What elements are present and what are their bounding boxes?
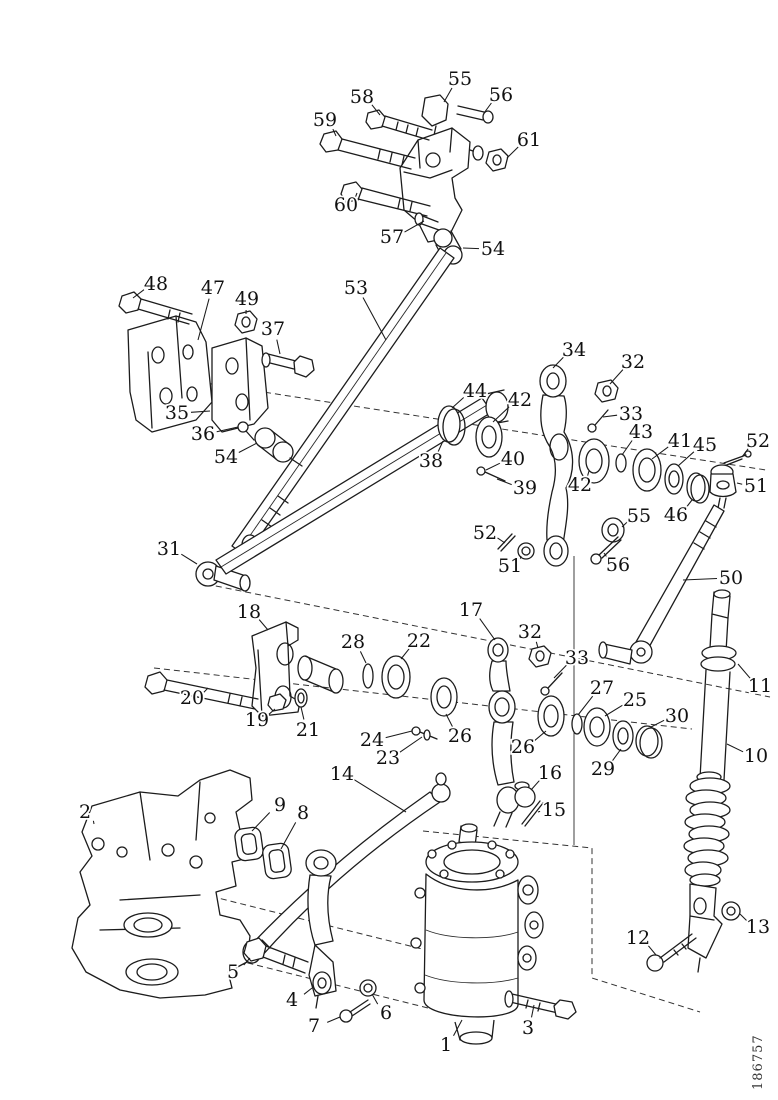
leader-line-14: [354, 780, 406, 812]
callout-4: 4: [285, 989, 299, 1011]
leader-line-10: [727, 744, 743, 752]
support-casting: [72, 770, 292, 998]
callout-13: 13: [745, 916, 771, 938]
callout-30: 30: [664, 705, 690, 727]
leader-line-40: [486, 463, 500, 470]
leader-line-7: [327, 1017, 340, 1022]
callout-61: 61: [516, 129, 542, 151]
callout-10: 10: [743, 745, 769, 767]
callout-17: 17: [458, 599, 484, 621]
callout-56: 56: [488, 84, 514, 106]
callout-25: 25: [622, 689, 648, 711]
callout-58: 58: [349, 86, 375, 108]
leader-line-4: [304, 988, 312, 994]
callout-60: 60: [333, 194, 359, 216]
callout-11: 11: [747, 675, 773, 697]
callout-40: 40: [500, 448, 526, 470]
callout-14: 14: [329, 763, 355, 785]
callout-2: 2: [78, 801, 92, 823]
leader-line-39: [497, 479, 512, 485]
callout-51: 51: [497, 555, 523, 577]
leader-line-9: [252, 813, 270, 832]
callout-28: 28: [340, 631, 366, 653]
callout-15: 15: [541, 799, 567, 821]
callout-33: 33: [618, 403, 644, 425]
callout-26: 26: [447, 725, 473, 747]
callout-1: 1: [439, 1034, 453, 1056]
callout-56: 56: [605, 554, 631, 576]
callout-7: 7: [307, 1015, 321, 1037]
leader-line-33: [603, 415, 617, 417]
callout-47: 47: [200, 277, 226, 299]
callout-19: 19: [244, 709, 270, 731]
callout-5: 5: [226, 961, 240, 983]
leader-line-8: [281, 822, 296, 849]
leader-line-21: [301, 707, 304, 720]
callout-52: 52: [472, 522, 498, 544]
leader-line-55: [444, 88, 452, 102]
leader-line-2: [93, 821, 94, 824]
callout-52: 52: [745, 430, 771, 452]
callout-57: 57: [379, 226, 405, 248]
callout-44: 44: [462, 380, 488, 402]
callout-42: 42: [567, 474, 593, 496]
callout-35: 35: [164, 402, 190, 424]
steering-column: [647, 590, 740, 972]
leader-line-51: [737, 483, 742, 484]
leader-line-17: [480, 619, 495, 640]
lower-drag-link: [591, 505, 724, 664]
callout-49: 49: [234, 288, 260, 310]
callout-37: 37: [260, 318, 286, 340]
callout-42: 42: [507, 389, 533, 411]
callout-32: 32: [517, 621, 543, 643]
callout-9: 9: [273, 794, 287, 816]
callout-39: 39: [512, 477, 538, 499]
callout-46: 46: [663, 504, 689, 526]
callout-16: 16: [537, 762, 563, 784]
callout-29: 29: [590, 758, 616, 780]
callout-55: 55: [626, 505, 652, 527]
leader-line-54: [463, 248, 479, 249]
callout-48: 48: [143, 273, 169, 295]
callout-20: 20: [179, 687, 205, 709]
callout-54: 54: [480, 238, 506, 260]
callout-31: 31: [156, 538, 182, 560]
callout-53: 53: [343, 277, 369, 299]
callout-32: 32: [620, 351, 646, 373]
callout-26: 26: [510, 736, 536, 758]
callout-3: 3: [521, 1017, 535, 1039]
callout-50: 50: [718, 567, 744, 589]
leader-line-15: [538, 811, 540, 812]
callout-18: 18: [236, 601, 262, 623]
callout-12: 12: [625, 927, 651, 949]
callout-45: 45: [692, 434, 718, 456]
callout-51: 51: [743, 475, 769, 497]
top-mount-assembly: [320, 95, 508, 264]
leader-line-31: [181, 554, 197, 564]
callout-23: 23: [375, 747, 401, 769]
callout-21: 21: [295, 719, 321, 741]
callout-6: 6: [379, 1002, 393, 1024]
leader-line-53: [363, 298, 386, 341]
callout-54: 54: [213, 446, 239, 468]
leader-line-24: [386, 731, 412, 738]
leader-line-47: [198, 299, 209, 340]
leader-line-52: [498, 538, 506, 543]
callout-59: 59: [312, 109, 338, 131]
leader-line-23: [400, 737, 422, 752]
callout-55: 55: [447, 68, 473, 90]
callout-38: 38: [418, 450, 444, 472]
callout-36: 36: [190, 423, 216, 445]
callout-22: 22: [406, 630, 432, 652]
leader-line-28: [360, 651, 366, 663]
leader-line-26: [535, 731, 547, 741]
leader-line-25: [605, 705, 623, 716]
leader-line-37: [277, 340, 280, 354]
leader-line-54: [239, 443, 257, 453]
leader-line-50: [683, 579, 717, 581]
plate-code: 186757: [751, 1034, 766, 1090]
callout-24: 24: [359, 729, 385, 751]
callout-43: 43: [628, 421, 654, 443]
callout-34: 34: [561, 339, 587, 361]
callout-8: 8: [296, 802, 310, 824]
callout-33: 33: [564, 647, 590, 669]
steering-gear-unit: [411, 824, 576, 1044]
callout-27: 27: [589, 677, 615, 699]
callout-41: 41: [667, 430, 693, 452]
